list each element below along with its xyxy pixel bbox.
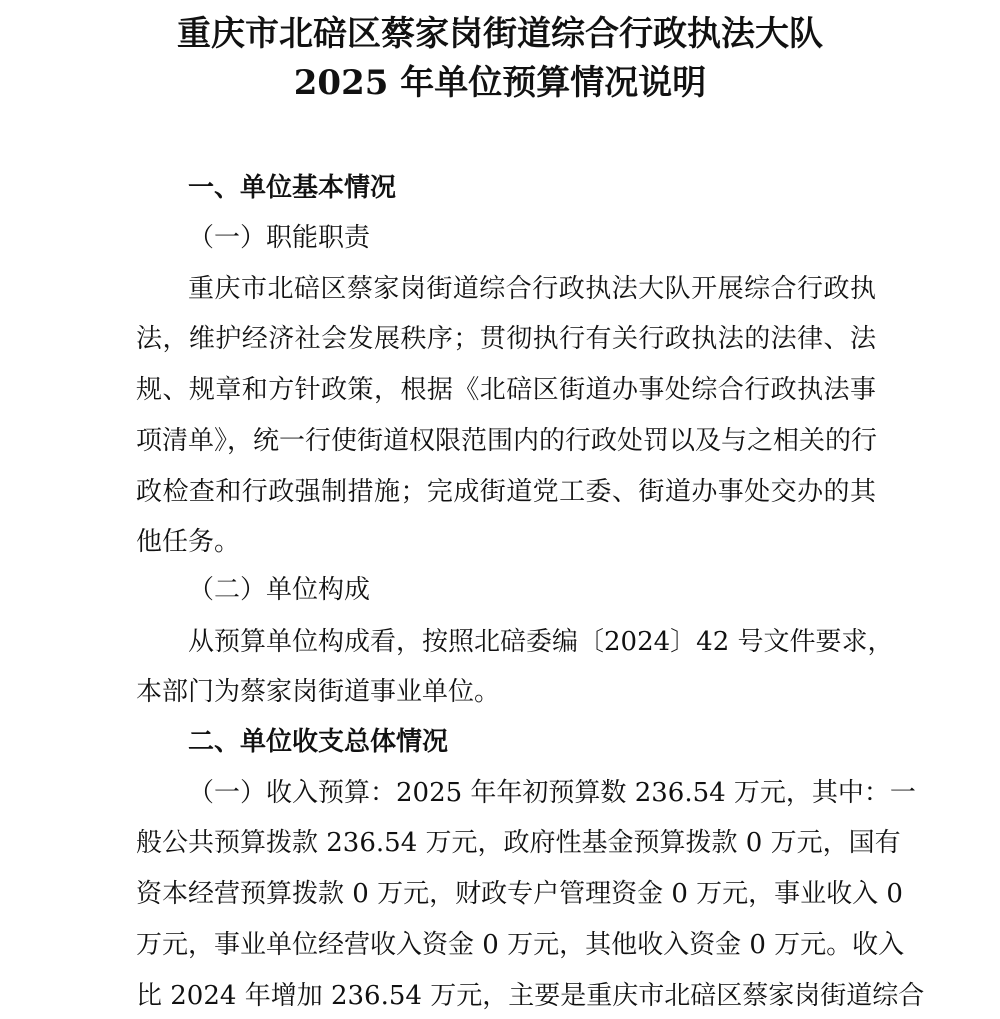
document-title-line-1: 重庆市北碚区蔡家岗街道综合行政执法大队 <box>177 14 823 54</box>
paragraph-line: 资本经营预算拨款 0 万元，财政专户管理资金 0 万元，事业收入 0 <box>136 879 903 909</box>
paragraph-line: 本部门为蔡家岗街道事业单位。 <box>136 677 501 707</box>
paragraph-line: 比 2024 年增加 236.54 万元，主要是重庆市北碚区蔡家岗街道综合 <box>136 981 925 1011</box>
paragraph-line: 般公共预算拨款 236.54 万元，政府性基金预算拨款 0 万元，国有 <box>136 828 901 858</box>
paragraph-line: 他任务。 <box>136 527 241 557</box>
paragraph-line: （一）收入预算：2025 年年初预算数 236.54 万元，其中：一 <box>188 778 916 808</box>
section-1-sub-1-heading: （一）职能职责 <box>188 223 371 253</box>
paragraph-line: 项清单》，统一行使街道权限范围内的行政处罚以及与之相关的行 <box>136 426 878 456</box>
paragraph-line: 万元，事业单位经营收入资金 0 万元，其他收入资金 0 万元。收入 <box>136 930 905 960</box>
document-title-line-2: 2025 年单位预算情况说明 <box>293 63 707 103</box>
paragraph-line: 政检查和行政强制措施；完成街道党工委、街道办事处交办的其 <box>136 477 876 507</box>
paragraph-line: 重庆市北碚区蔡家岗街道综合行政执法大队开展综合行政执 <box>188 274 876 304</box>
paragraph-line: 法，维护经济社会发展秩序；贯彻执行有关行政执法的法律、法 <box>136 324 876 354</box>
section-1-heading: 一、单位基本情况 <box>188 173 397 203</box>
section-2-heading: 二、单位收支总体情况 <box>188 727 449 757</box>
paragraph-line: 从预算单位构成看，按照北碚委编〔2024〕42 号文件要求， <box>188 627 894 657</box>
paragraph-line: 规、规章和方针政策，根据《北碚区街道办事处综合行政执法事 <box>136 375 876 405</box>
section-1-sub-2-heading: （二）单位构成 <box>188 575 371 605</box>
